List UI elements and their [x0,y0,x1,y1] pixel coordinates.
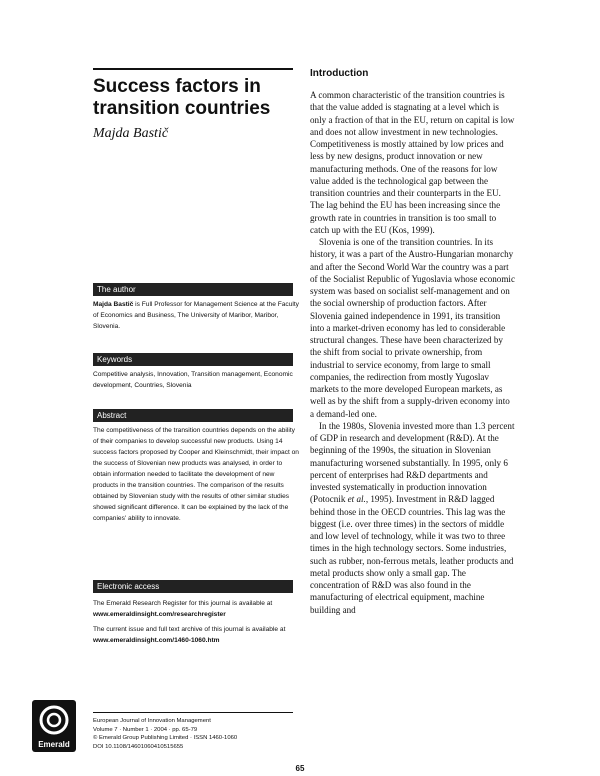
intro-paragraph-1: A common characteristic of the transition countries is that the value added is stagnating at a level which is only a fraction of that in the EU, return on capital is low and does not allow investment in new technologies. Competitiveness is mostly attained by low prices and less by new designs, product innovation or new manufacturing methods. One of the reasons for low value added is the technological gap between the transition countries and their counterparts in the EU. The lag behind the EU has been increasing since the growth rate in countries in transition is too small to catch up with the EU (Kos, 1999). [310,90,515,235]
abstract-section [93,425,299,528]
access-text-2: The current issue and full text archive of this journal is available at [93,626,286,633]
emerald-logo-text: Emerald [38,740,70,749]
journal-volume: Volume 7 · Number 1 · 2004 · pp. 65-79 [93,726,198,733]
emerald-logo [32,700,76,752]
journal-copyright: © Emerald Group Publishing Limited · ISSN 1460-1060 [93,735,238,742]
footer-rule [93,712,293,713]
intro-paragraph-3-part-b: , 1995). Investment in R&D lagged behind those in the OECD countries. This lag was the biggest (i.e. over three times) in the sectors of middle and low level of technology, while it was two to three times in the high technology sectors. Some industries, such as rubber, non-ferrous metals, leather products and metal products show only a small gap. The concentration of R&D was also found in the manufacturing of electrical equipment, machine building and [310,494,514,615]
title-top-rule [93,68,293,70]
keywords-section [93,369,299,395]
paper-author: Majda Bastič [93,126,169,141]
author-section [93,299,299,336]
author-name: Majda Bastič [93,301,134,308]
access-text-1: The Emerald Research Register for this journal is available at [93,600,273,607]
abstract-text: The competitiveness of the transition countries depends on the ability of their companies to develop successful new products. Using 14 success factors proposed by Cooper and Kleinschmidt, their impact on the success of Slovenian new products was analysed, in order to obtain information needed to facilitate the development of new products in the transition countries. The comparison of the results obtained by Slovenian study with the results of other similar studies showed significant difference. It can be explained by the lack of the companies' ability to innovate. [93,427,299,522]
abstract-heading: Abstract [93,409,293,422]
keywords-heading: Keywords [93,353,293,366]
title-block [93,76,293,142]
journal-name: European Journal of Innovation Management [93,718,211,724]
journal-footer [93,717,293,751]
page-number: 65 [295,764,305,773]
author-affiliation: is Full Professor for Management Science at the Faculty of Economics and Business, The University of Maribor, Maribor, Slovenia. [93,301,299,330]
access-heading: Electronic access [93,580,293,593]
et-al: et al. [347,494,366,505]
access-section [93,598,299,650]
intro-paragraph-3 [310,420,516,616]
intro-paragraph-3-part-a: In the 1980s, Slovenia invested more than 1.3 percent of GDP in research and development (R&D). At the beginning of the 1990s, the situation in Slovenian manufacturing worsened substantially. In 1995, only 6 percent of enterprises had R&D departments and invested systematically in production innovation (Potocnik [310,420,515,505]
author-heading: The author [93,283,293,296]
journal-archive-link[interactable]: www.emeraldinsight.com/1460-1060.htm [93,637,220,644]
research-register-link[interactable]: www.emeraldinsight.com/researchregister [93,611,226,618]
keywords-text: Competitive analysis, Innovation, Transition management, Economic development, Countries, Slovenia [93,371,293,389]
paper-title: Success factors in transition countries [93,76,271,119]
journal-doi: DOI 10.1108/14601060410515655 [93,743,184,750]
introduction-heading: Introduction [310,68,369,79]
body-column [310,89,516,616]
intro-paragraph-2: Slovenia is one of the transition countries. In its history, it was a part of the Austro-Hungarian monarchy and after the Second World War the country was a part of the Socialist Republic of Yugoslavia whose economic system was based on socialist self-management and on the social ownership of production factors. After Slovenia gained independence in 1991, its transition into a market-driven economy has led to considerable structural changes. These have been characterized by the shift from social to private ownership, from industrial to service economy, from large to small companies, the redirection from mostly Yugoslav markets to the more developed European markets, as well as by the shift from a supply-driven economy into a demand-led one. [310,237,515,419]
